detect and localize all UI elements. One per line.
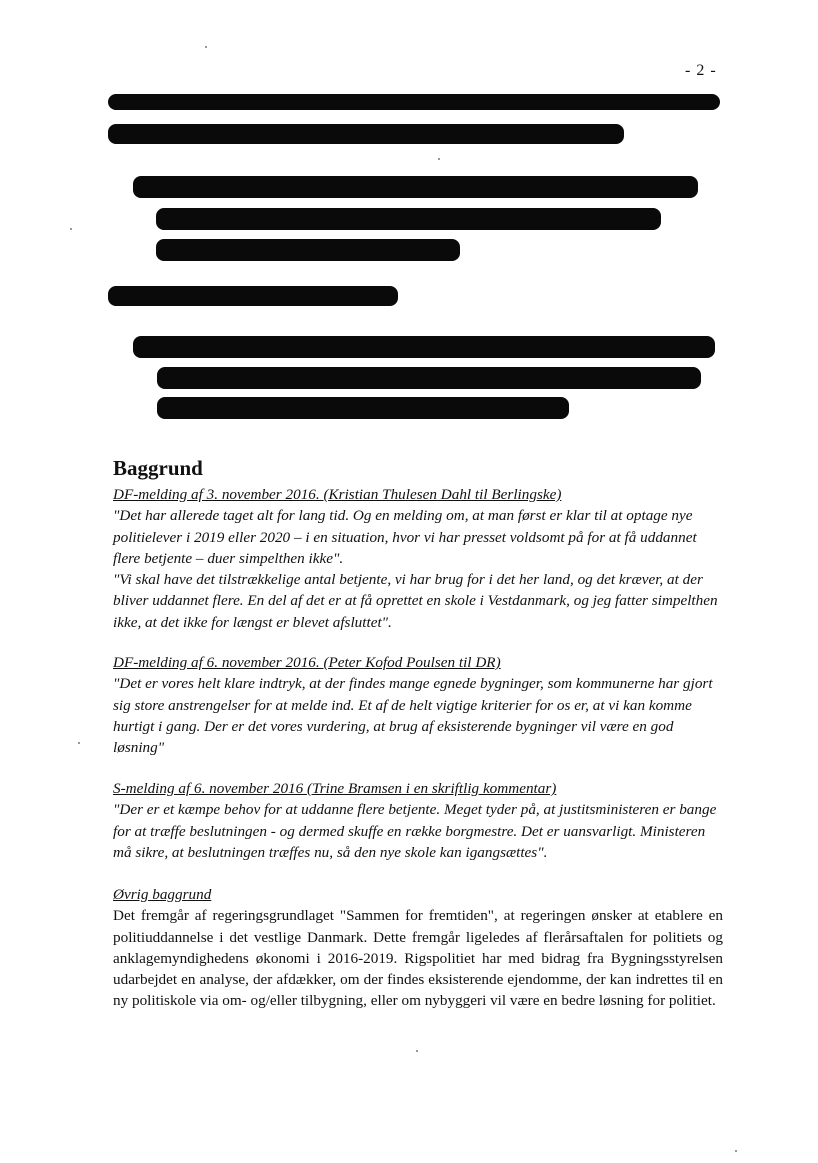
- redaction-bar: [108, 286, 398, 306]
- df-statement-section-2: [113, 652, 723, 758]
- df-statement-section-1: [113, 484, 723, 633]
- section-title: DF-melding af 3. november 2016. (Kristian Thulesen Dahl til Berlingske): [113, 486, 562, 503]
- section-title: Øvrig baggrund: [113, 886, 212, 903]
- section-title: S-melding af 6. november 2016 (Trine Bramsen i en skriftlig kommentar): [113, 780, 557, 797]
- redaction-bar: [108, 94, 720, 110]
- quote-paragraph: "Der er et kæmpe behov for at uddanne flere betjente. Meget tyder på, at justitsministeren er bange for at træffe beslutningen - og dermed skuffe en række borgmestre. Det er uansvarligt. Ministeren må sikre, at beslutningen træffes nu, så den nye skole kan igangsættes".: [113, 801, 717, 861]
- quote-paragraph: "Det har allerede taget alt for lang tid. Og en melding om, at man først er klar til at optage nye politielever i 2019 eller 2020 – i en situation, hvor vi har presset voldsomt på for at få uddannet flere betjente – duer simpelthen ikke".: [113, 507, 697, 567]
- quote-paragraph: "Det er vores helt klare indtryk, at der findes mange egnede bygninger, som kommunerne har gjort sig store anstrengelser for at melde ind. Et af de helt vigtige kriterier for os er, at vi kan komme hurtigt i gang. Der er det vores vurdering, at brug af eksisterende bygninger vil være en god løsning": [113, 675, 713, 757]
- redaction-bar: [108, 124, 624, 144]
- scan-speck: [735, 1150, 737, 1152]
- scan-speck: [438, 158, 440, 160]
- redaction-bar: [133, 176, 698, 198]
- quote-paragraph: "Vi skal have det tilstrækkelige antal betjente, vi har brug for i det her land, og det kræver, at der bliver uddannet flere. En del af det er at få oprettet en skole i Vestdanmark, og jeg fatter simpelthen ikke, at det ikke for længst er blevet afsluttet".: [113, 571, 718, 631]
- s-statement-section: [113, 778, 723, 863]
- other-background-section: [113, 884, 723, 1012]
- page-number: - 2 -: [685, 62, 717, 79]
- redaction-bar: [133, 336, 715, 358]
- scan-speck: [205, 46, 207, 48]
- scan-speck: [70, 228, 72, 230]
- scan-speck: [78, 742, 80, 744]
- section-heading: Baggrund: [113, 456, 203, 480]
- body-paragraph: Det fremgår af regeringsgrundlaget "Sammen for fremtiden", at regeringen ønsker at etablere en politiuddannelse i det vestlige Danmark. Dette fremgår ligeledes af flerårsaftalen for politiets og anklagemyndighedens økonomi i 2016-2019. Rigspolitiet har med bidrag fra Bygningsstyrelsen udarbejdet en analyse, der afdækker, om der findes eksisterende ejendomme, der kan indrettes til en ny politiskole via om- og/eller tilbygning, eller om nybyggeri vil være en bedre løsning for politiet.: [113, 907, 723, 1010]
- redaction-bar: [157, 367, 701, 389]
- scan-speck: [416, 1050, 418, 1052]
- redaction-bar: [156, 208, 661, 230]
- redaction-bar: [157, 397, 569, 419]
- section-title: DF-melding af 6. november 2016. (Peter Kofod Poulsen til DR): [113, 654, 501, 671]
- redaction-bar: [156, 239, 460, 261]
